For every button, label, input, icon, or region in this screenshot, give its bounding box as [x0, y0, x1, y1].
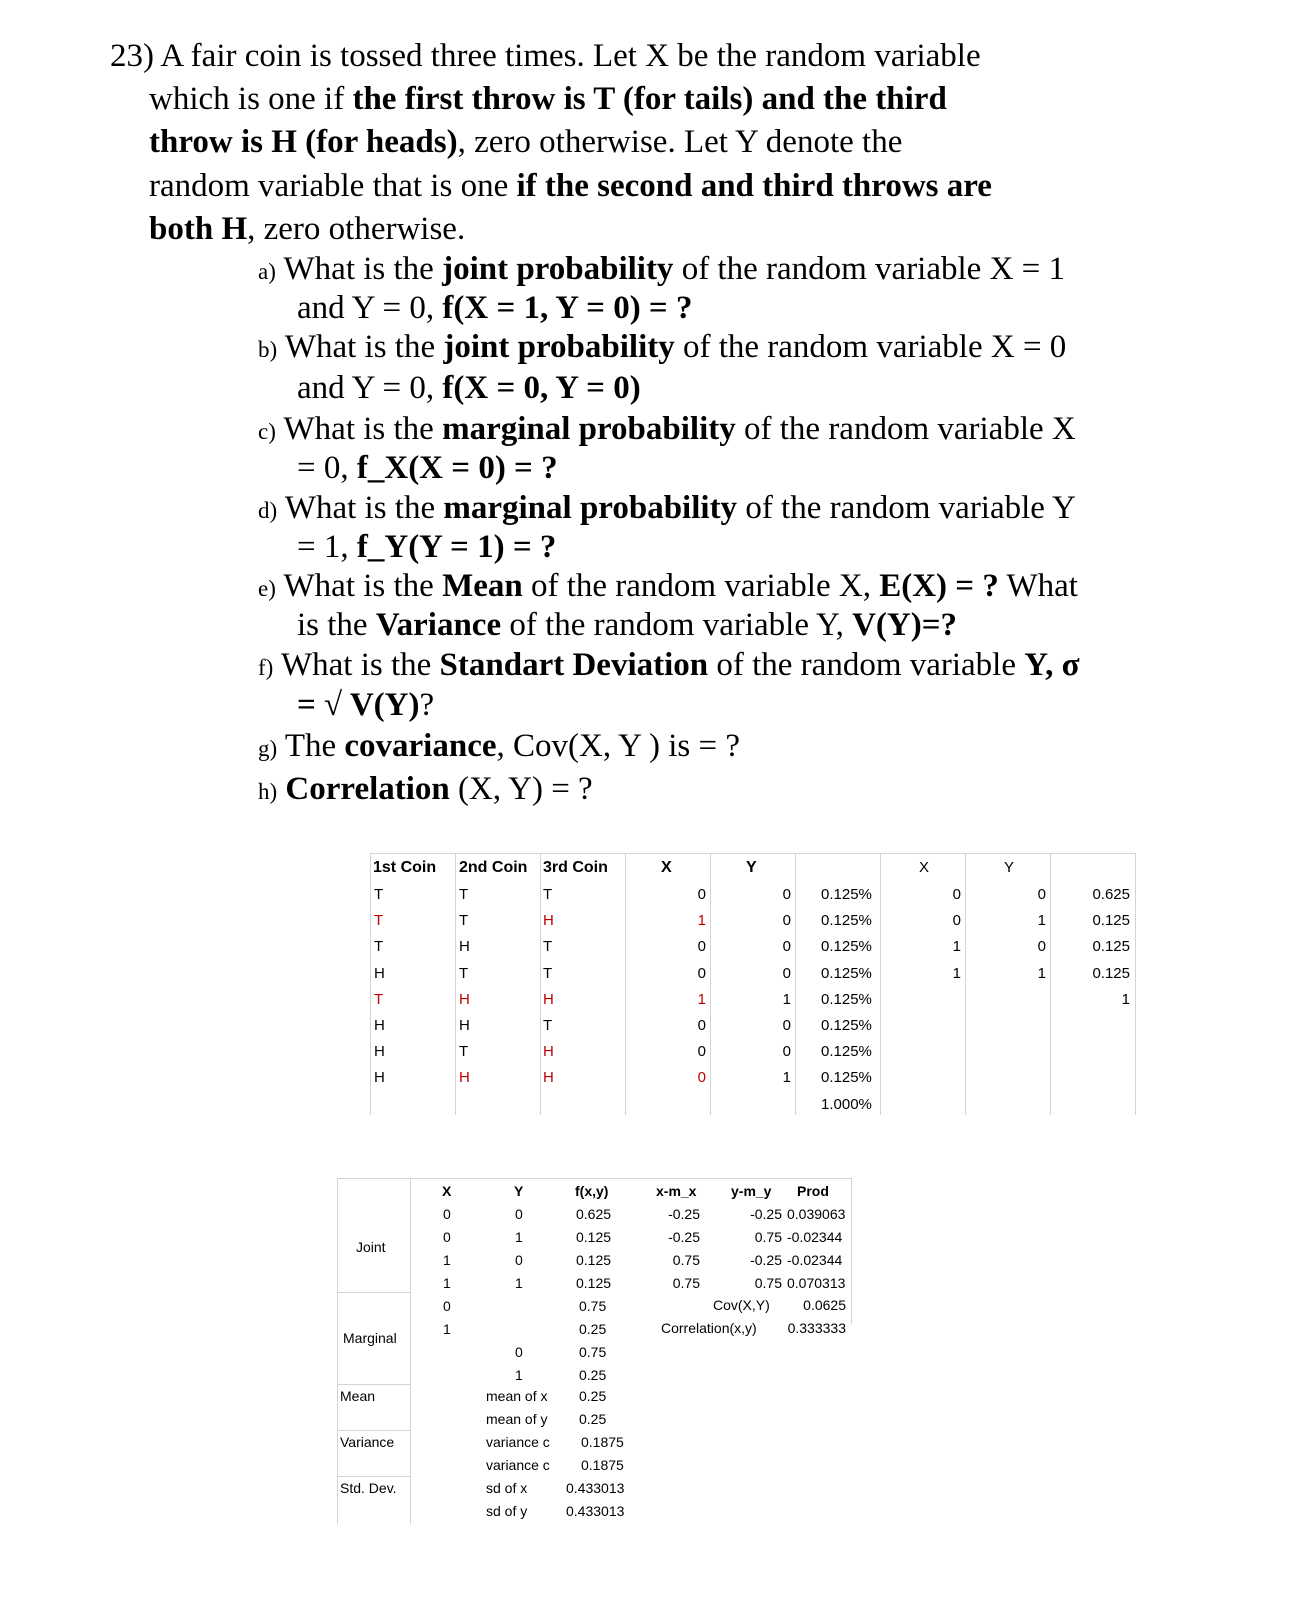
question-a-line: [258, 249, 1065, 292]
bold-text: if the second and third throws are: [516, 168, 992, 204]
question-a-line: [297, 288, 693, 328]
calc-dx-cell: 0.75: [672, 1252, 700, 1268]
text: What is the: [284, 329, 444, 365]
text: , zero otherwise. Let Y denote the: [457, 124, 903, 160]
text: 23) A fair coin is tossed three times. Let X be the random variable: [110, 38, 981, 74]
coin3-cell: T: [543, 964, 553, 982]
text: What is the: [283, 411, 443, 447]
variance-x-label: variance c: [486, 1434, 550, 1450]
bold-text: E(X) = ?: [879, 568, 999, 604]
calc-dy-cell: 0.75: [754, 1229, 782, 1245]
calc-y-cell: 0: [515, 1206, 523, 1222]
problem-line: [149, 209, 465, 249]
cov-value: 0.0625: [803, 1297, 846, 1313]
bold-text: = √ V(Y): [297, 687, 420, 723]
coin3-cell: T: [543, 886, 553, 903]
problem-line: [149, 166, 992, 206]
text: = 0,: [297, 450, 357, 486]
question-g-line: [258, 726, 740, 769]
marginal-x-value: 1: [443, 1321, 451, 1337]
coin2-cell: H: [459, 1017, 470, 1034]
calc-dx-cell: 0.75: [672, 1275, 700, 1291]
marginal-x-prob: 0.75: [579, 1298, 607, 1314]
x-value-cell: 0: [697, 1069, 706, 1087]
x-value-cell: 0: [697, 1043, 706, 1061]
coin3-cell: H: [543, 1069, 554, 1087]
text: of the random variable Y: [737, 490, 1076, 526]
question-label: h): [258, 779, 278, 804]
joint-y-cell: 1: [1037, 964, 1046, 982]
question-label: a): [258, 259, 276, 284]
joint-f-cell: 0.625: [1092, 886, 1130, 903]
header-3rd-coin: 3rd Coin: [543, 859, 608, 876]
text: The: [284, 728, 345, 764]
coin1-cell: T: [374, 886, 384, 903]
x-value-cell: 1: [697, 990, 706, 1008]
x-value-cell: 1: [697, 912, 706, 930]
probability-cell: 0.125%: [821, 990, 872, 1008]
probability-cell: 0.125%: [821, 1017, 872, 1034]
question-b-line: [297, 368, 641, 408]
bold-text: joint probability: [442, 251, 674, 287]
coin2-cell: T: [459, 1043, 469, 1061]
coin3-cell: T: [543, 938, 553, 956]
calc-f-cell: 0.125: [576, 1252, 612, 1268]
text: What: [998, 568, 1078, 604]
calc-y-cell: 1: [515, 1275, 523, 1291]
bold-text: Standart Deviation: [439, 647, 709, 683]
probability-cell: 0.125%: [821, 964, 872, 982]
calc-dy-cell: -0.25: [750, 1206, 782, 1222]
probability-cell: 0.125%: [821, 1043, 872, 1061]
calc-header-y: Y: [514, 1183, 524, 1199]
calc-f-cell: 0.625: [576, 1206, 612, 1222]
text: of the random variable X = 1: [673, 251, 1066, 287]
text: is the: [297, 607, 376, 643]
header-joint-x: X: [919, 859, 930, 876]
question-f-line: [258, 645, 1080, 688]
calc-x-cell: 0: [443, 1206, 451, 1222]
coin3-cell: H: [543, 990, 554, 1008]
bold-text: joint probability: [443, 329, 675, 365]
calc-header-prod: Prod: [797, 1183, 829, 1199]
y-value-cell: 0: [782, 912, 791, 930]
question-label: b): [258, 337, 278, 362]
coin1-cell: H: [374, 1069, 385, 1087]
joint-x-cell: 0: [952, 886, 961, 903]
header-y: Y: [746, 859, 757, 876]
coin1-cell: H: [374, 964, 385, 982]
calc-header-x: X: [442, 1183, 452, 1199]
mean-x-label: mean of x: [486, 1388, 548, 1404]
bold-text: f(X = 1, Y = 0) = ?: [442, 290, 693, 326]
problem-line: [149, 79, 947, 119]
question-d-line: [297, 527, 556, 567]
question-label: c): [258, 419, 276, 444]
bold-text: Y, σ: [1024, 647, 1080, 683]
calc-prod-cell: 0.039063: [787, 1206, 846, 1222]
y-value-cell: 0: [782, 886, 791, 903]
calc-f-cell: 0.125: [576, 1229, 612, 1245]
text: What is the: [284, 490, 444, 526]
joint-y-cell: 1: [1037, 912, 1046, 930]
problem-line: [149, 122, 902, 162]
corr-value: 0.333333: [787, 1320, 846, 1336]
question-e-line: [297, 605, 957, 645]
question-d-line: [258, 488, 1076, 531]
sd-x-value: 0.433013: [566, 1480, 625, 1496]
corr-label: Correlation(x,y): [661, 1320, 757, 1336]
calc-header-fxy: f(x,y): [575, 1183, 609, 1199]
coin1-cell: T: [374, 912, 384, 930]
text: of the random variable X = 0: [674, 329, 1067, 365]
text: (X, Y) = ?: [449, 771, 593, 807]
bold-text: throw is H (for heads): [149, 124, 458, 160]
joint-f-cell: 0.125: [1092, 938, 1130, 956]
text: of the random variable X,: [522, 568, 880, 604]
cov-label: Cov(X,Y): [713, 1297, 770, 1313]
question-label: d): [258, 498, 278, 523]
text: of the random variable Y,: [501, 607, 853, 643]
marginal-y-prob: 0.25: [579, 1367, 607, 1383]
text: random variable that is one: [149, 168, 517, 204]
calc-prod-cell: -0.02344: [787, 1252, 843, 1268]
probability-cell: 0.125%: [821, 938, 872, 956]
marginal-x-prob: 0.25: [579, 1321, 607, 1337]
probability-cell: 0.125%: [821, 1069, 872, 1087]
mean-label: Mean: [340, 1388, 376, 1404]
text: and Y = 0,: [297, 370, 443, 406]
calc-x-cell: 0: [443, 1229, 451, 1245]
bold-text: Correlation: [285, 771, 450, 807]
joint-x-cell: 0: [952, 912, 961, 930]
coin2-cell: H: [459, 938, 470, 956]
calc-y-cell: 1: [515, 1229, 523, 1245]
coin1-cell: T: [374, 938, 384, 956]
variance-y-value: 0.1875: [581, 1457, 624, 1473]
bold-text: both H: [149, 211, 248, 247]
question-c-line: [297, 448, 558, 488]
marginal-label: Marginal: [343, 1330, 397, 1346]
question-label: g): [258, 736, 278, 761]
bold-text: covariance: [344, 728, 497, 764]
calc-header-y-minus-my: y-m_y: [731, 1183, 772, 1199]
coin2-cell: T: [459, 964, 469, 982]
header-joint-y: Y: [1004, 859, 1015, 876]
bold-text: Variance: [375, 607, 502, 643]
coin1-cell: H: [374, 1043, 385, 1061]
y-value-cell: 0: [782, 938, 791, 956]
calc-dx-cell: -0.25: [668, 1206, 700, 1222]
bold-text: marginal probability: [442, 411, 736, 447]
header-1st-coin: 1st Coin: [373, 859, 437, 876]
problem-line: [110, 36, 981, 76]
coin3-cell: H: [543, 912, 554, 930]
question-e-line: [258, 566, 1078, 609]
mean-y-label: mean of y: [486, 1411, 548, 1427]
std-dev-label: Std. Dev.: [340, 1480, 397, 1496]
text: = 1,: [297, 529, 357, 565]
coin2-cell: H: [459, 990, 470, 1008]
text: , zero otherwise.: [247, 211, 466, 247]
bold-text: f_X(X = 0) = ?: [356, 450, 558, 486]
coin2-cell: T: [459, 886, 469, 903]
header-2nd-coin: 2nd Coin: [459, 859, 528, 876]
question-h-line: [258, 769, 593, 812]
probability-cell: 0.125%: [821, 886, 872, 903]
question-label: e): [258, 576, 276, 601]
mean-y-value: 0.25: [579, 1411, 607, 1427]
joint-f-cell: 0.125: [1092, 964, 1130, 982]
sd-y-label: sd of y: [486, 1503, 528, 1519]
x-value-cell: 0: [697, 964, 706, 982]
y-value-cell: 0: [782, 1017, 791, 1034]
calc-dy-cell: -0.25: [750, 1252, 782, 1268]
coin3-cell: T: [543, 1017, 553, 1034]
coin2-cell: H: [459, 1069, 470, 1087]
joint-f-cell: 0.125: [1092, 912, 1130, 930]
marginal-y-value: 0: [515, 1344, 523, 1360]
header-x: X: [661, 859, 672, 876]
bold-text: marginal probability: [443, 490, 738, 526]
variance-y-label: variance c: [486, 1457, 550, 1473]
calc-x-cell: 1: [443, 1275, 451, 1291]
calc-y-cell: 0: [515, 1252, 523, 1268]
y-value-cell: 0: [782, 964, 791, 982]
sd-x-label: sd of x: [486, 1480, 528, 1496]
coin3-cell: H: [543, 1043, 554, 1061]
text: and Y = 0,: [297, 290, 443, 326]
text: What is the: [283, 568, 443, 604]
probability-cell: 0.125%: [821, 912, 872, 930]
variance-label: Variance: [340, 1434, 395, 1450]
calc-x-cell: 1: [443, 1252, 451, 1268]
calc-dx-cell: -0.25: [668, 1229, 700, 1245]
mean-x-value: 0.25: [579, 1388, 607, 1404]
coin2-cell: T: [459, 912, 469, 930]
question-c-line: [258, 409, 1076, 452]
bold-text: the first throw is T (for tails) and the third: [352, 81, 947, 117]
text: What is the: [283, 251, 443, 287]
question-label: f): [258, 655, 274, 680]
y-value-cell: 1: [782, 990, 791, 1008]
text: What is the: [280, 647, 440, 683]
calc-prod-cell: 0.070313: [787, 1275, 846, 1291]
calc-f-cell: 0.125: [576, 1275, 612, 1291]
coin1-cell: T: [374, 990, 384, 1008]
x-value-cell: 0: [697, 1017, 706, 1034]
text: which is one if: [149, 81, 353, 117]
joint-x-cell: 1: [952, 938, 961, 956]
joint-x-cell: 1: [952, 964, 961, 982]
marginal-y-value: 1: [515, 1367, 523, 1383]
y-value-cell: 1: [782, 1069, 791, 1087]
bold-text: Mean: [442, 568, 523, 604]
joint-total: 1: [1121, 991, 1130, 1008]
calc-header-x-minus-mx: x-m_x: [656, 1183, 697, 1199]
sd-y-value: 0.433013: [566, 1503, 625, 1519]
text: of the random variable: [708, 647, 1025, 683]
x-value-cell: 0: [697, 938, 706, 956]
bold-text: f_Y(Y = 1) = ?: [356, 529, 557, 565]
bold-text: V(Y)=?: [852, 607, 958, 643]
y-value-cell: 0: [782, 1043, 791, 1061]
text: of the random variable X: [735, 411, 1076, 447]
marginal-y-prob: 0.75: [579, 1344, 607, 1360]
text: , Cov(X, Y ) is = ?: [496, 728, 740, 764]
text: ?: [419, 687, 435, 723]
coin1-cell: H: [374, 1017, 385, 1034]
joint-y-cell: 0: [1037, 886, 1046, 903]
question-f-line: [297, 685, 434, 725]
variance-x-value: 0.1875: [581, 1434, 624, 1450]
calc-prod-cell: -0.02344: [787, 1229, 843, 1245]
calc-dy-cell: 0.75: [754, 1275, 782, 1291]
joint-y-cell: 0: [1037, 938, 1046, 956]
bold-text: f(X = 0, Y = 0): [442, 370, 641, 406]
joint-label: Joint: [356, 1239, 386, 1255]
probability-total: 1.000%: [821, 1096, 872, 1113]
marginal-x-value: 0: [443, 1298, 451, 1314]
question-b-line: [258, 327, 1066, 370]
x-value-cell: 0: [697, 886, 706, 903]
